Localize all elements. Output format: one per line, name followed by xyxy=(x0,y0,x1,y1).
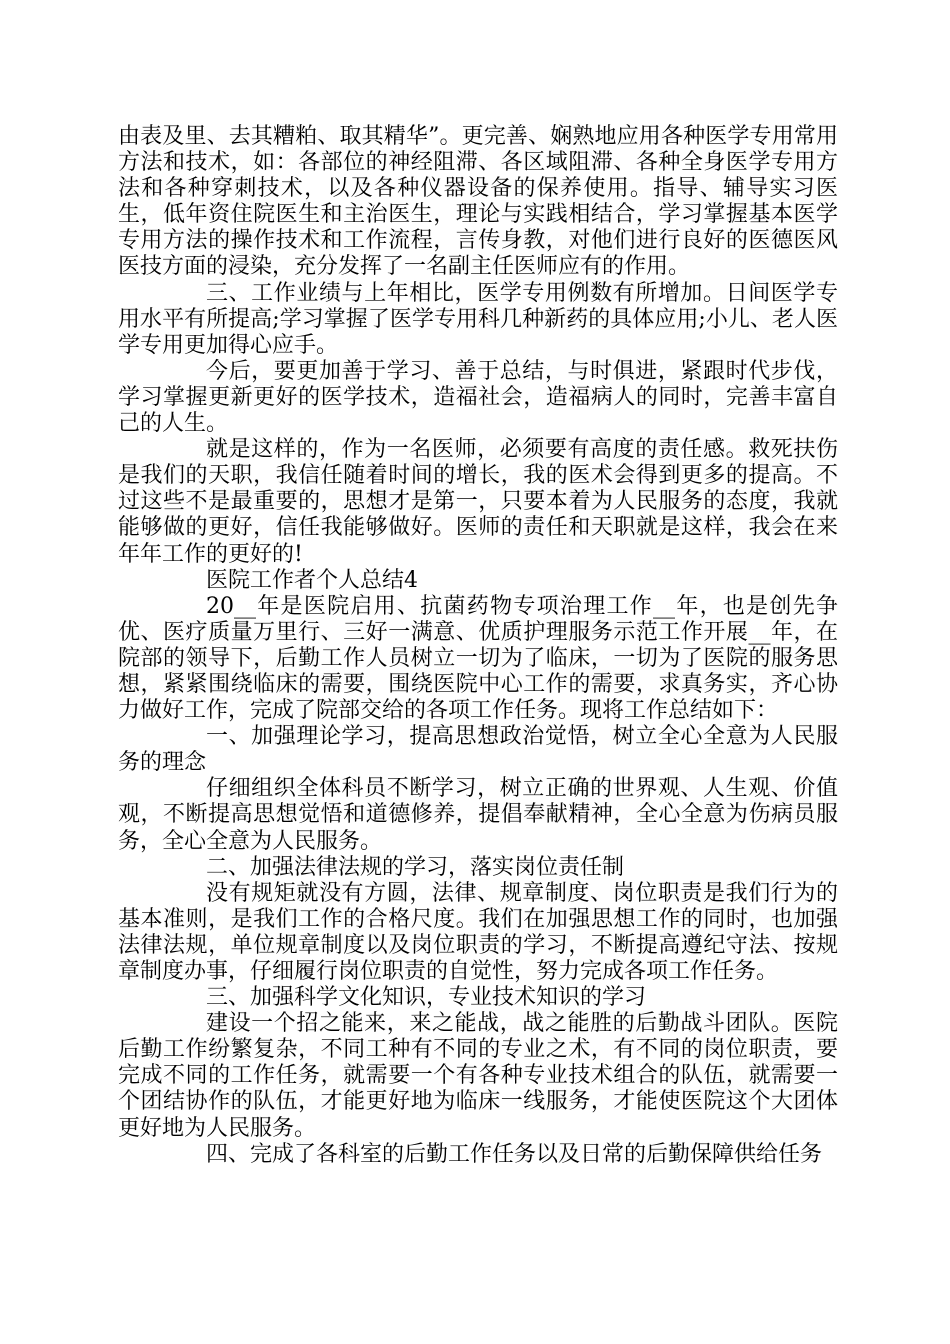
subheading-logistics-tasks: 四、完成了各科室的后勤工作任务以及日常的后勤保障供给任务 xyxy=(206,1141,823,1167)
paragraph-theory-study: 仔细组织全体科员不断学习，树立正确的世界观、人生观、价值观，不断提高思想觉悟和道德修养，提倡奉献精神，全心全意为伤病员服务，全心全意为人民服务。 xyxy=(118,776,838,854)
section-heading: 医院工作者个人总结4 xyxy=(206,567,418,593)
paragraph-intro: 20__年是医院启用、抗菌药物专项治理工作__年，也是创先争优、医疗质量万里行、三好一满意、优质护理服务示范工作开展__年，在院部的领导下，后勤工作人员树立一切为了临床，一切为了医院的服务思想，紧紧围绕临床的需要，围绕医院中心工作的需要，求真务实，齐心协力做好工作，完成了院部交给的各项工作任务。现将工作总结如下： xyxy=(118,593,838,724)
subheading-science-study: 三、加强科学文化知识，专业技术知识的学习 xyxy=(206,985,647,1011)
paragraph-work-results: 三、工作业绩与上年相比，医学专用例数有所增加。日间医学专用水平有所提高;学习掌握了医学专用科几种新药的具体应用;小儿、老人医学专用更加得心应手。 xyxy=(118,280,838,358)
paragraph-continued: 由表及里、去其糟粕、取其精华”。更完善、娴熟地应用各种医学专用常用方法和技术，如：各部位的神经阻滞、各区域阻滞、各种全身医学专用方法和各种穿刺技术，以及各种仪器设备的保养使用。指导、辅导实习医生，低年资住院医生和主治医生，理论与实践相结合，学习掌握基本医学专用方法的操作技术和工作流程，言传身教，对他们进行良好的医德医风医技方面的浸染，充分发挥了一名副主任医师应有的作用。 xyxy=(118,124,838,280)
subheading-law-study: 二、加强法律法规的学习，落实岗位责任制 xyxy=(206,854,625,880)
document-body xyxy=(118,124,838,1168)
paragraph-science-study: 建设一个招之能来，来之能战，战之能胜的后勤战斗团队。医院后勤工作纷繁复杂，不同工种有不同的专业之术，有不同的岗位职责，要完成不同的工作任务，就需要一个有各种专业技术组合的队伍，就需要一个团结协作的队伍，才能更好地为临床一线服务，才能使医院这个大团体更好地为人民服务。 xyxy=(118,1011,838,1141)
paragraph-future: 今后，要更加善于学习、善于总结，与时俱进，紧跟时代步伐，学习掌握更新更好的医学技术，造福社会，造福病人的同时，完善丰富自己的人生。 xyxy=(118,358,838,437)
subheading-theory-study: 一、加强理论学习，提高思想政治觉悟，树立全心全意为人民服务的理念 xyxy=(118,724,838,776)
paragraph-responsibility: 就是这样的，作为一名医师，必须要有高度的责任感。救死扶伤是我们的天职，我信任随着时间的增长，我的医术会得到更多的提高。不过这些不是最重要的，思想才是第一，只要本着为人民服务的态度，我就能够做的更好，信任我能够做好。医师的责任和天职就是这样，我会在来年年工作的更好的! xyxy=(118,437,838,567)
paragraph-law-study: 没有规矩就没有方圆，法律、规章制度、岗位职责是我们行为的基本准则，是我们工作的合格尺度。我们在加强思想工作的同时，也加强法律法规，单位规章制度以及岗位职责的学习，不断提高遵纪守法、按规章制度办事，仔细履行岗位职责的自觉性，努力完成各项工作任务。 xyxy=(118,880,838,984)
